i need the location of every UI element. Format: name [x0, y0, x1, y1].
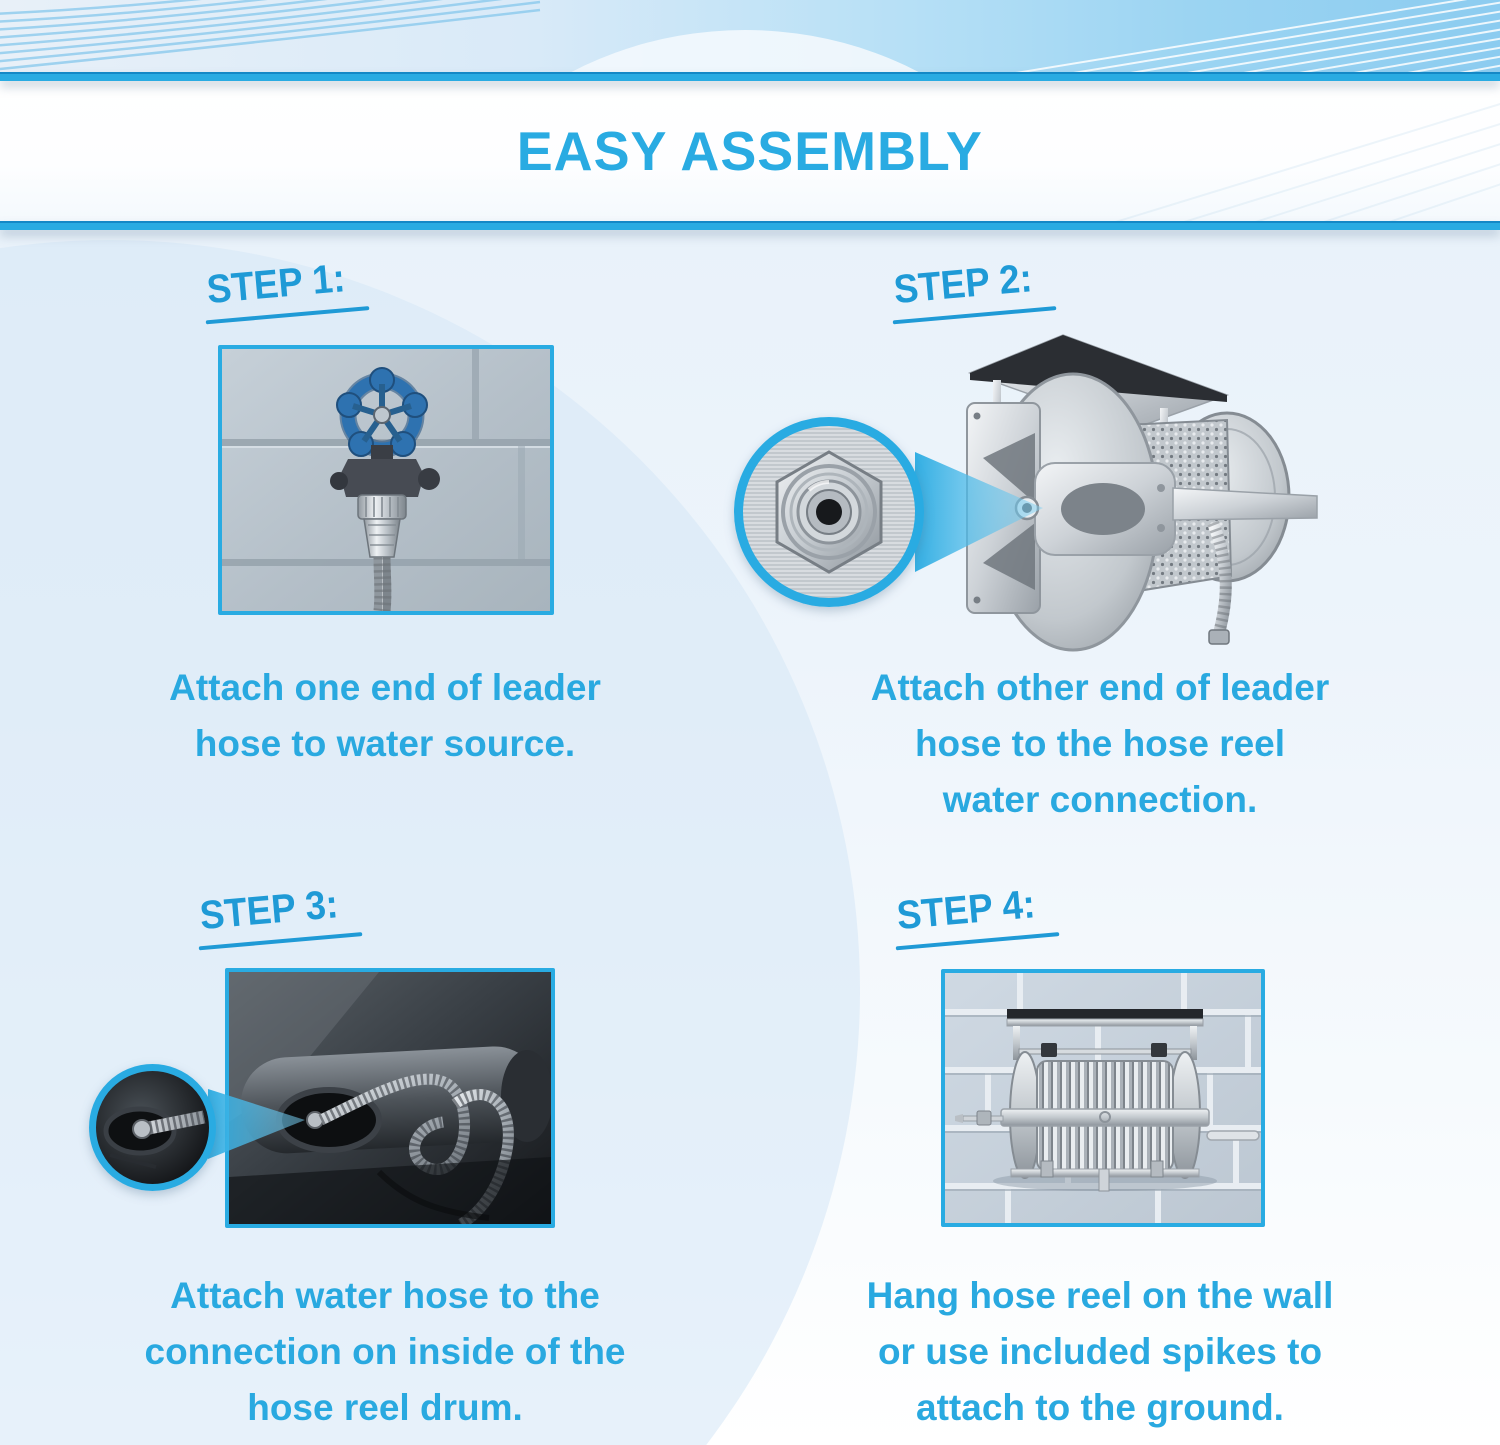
step3-zoom-pointer [208, 1086, 308, 1162]
step2-magnifier-circle [734, 417, 924, 607]
step2-zoom-pointer [915, 448, 1045, 576]
step1-photo-frame [218, 345, 554, 615]
wave-pattern-graphic [0, 0, 1500, 81]
step4-caption-line2: or use included spikes to [877, 1331, 1323, 1372]
drum-fitting-closeup [96, 1071, 209, 1184]
support-arm [1173, 488, 1317, 520]
step4-caption-line1: Hang hose reel on the wall [866, 1275, 1334, 1316]
step4-photo-frame [941, 969, 1265, 1227]
step3-caption-line3: hose reel drum. [247, 1387, 523, 1428]
step1-caption-line2: hose to water source. [194, 723, 576, 764]
top-divider-bar [0, 72, 1500, 81]
step3-label: STEP 3: [198, 882, 340, 939]
step2-caption-line2: hose to the hose reel [914, 723, 1286, 764]
step3-caption [60, 1268, 710, 1436]
step1-caption-line1: Attach one end of leader [169, 667, 601, 708]
page-title: EASY ASSEMBLY [516, 120, 984, 182]
title-band [0, 81, 1500, 221]
connector-closeup [743, 426, 915, 598]
step2-label: STEP 2: [892, 256, 1034, 313]
step3-caption-line1: Attach water hose to the [170, 1275, 600, 1316]
step4-caption-line3: attach to the ground. [916, 1387, 1284, 1428]
step2-caption-line3: water connection. [942, 779, 1258, 820]
step2-caption-line1: Attach other end of leader [870, 667, 1330, 708]
wall-mounted-reel-photo [945, 973, 1261, 1223]
step3-caption-line2: connection on inside of the [144, 1331, 626, 1372]
step1-caption [60, 660, 710, 772]
water-spigot-photo [222, 349, 550, 611]
top-wave-banner [0, 0, 1500, 81]
leader-hose [382, 557, 383, 611]
bottom-divider-bar [0, 221, 1500, 230]
step1-label: STEP 1: [205, 256, 347, 313]
step4-label: STEP 4: [895, 882, 1037, 939]
step3-magnifier-circle [89, 1064, 216, 1191]
step2-caption [790, 660, 1410, 828]
front-bracket [1035, 463, 1175, 555]
step4-caption [790, 1268, 1410, 1436]
